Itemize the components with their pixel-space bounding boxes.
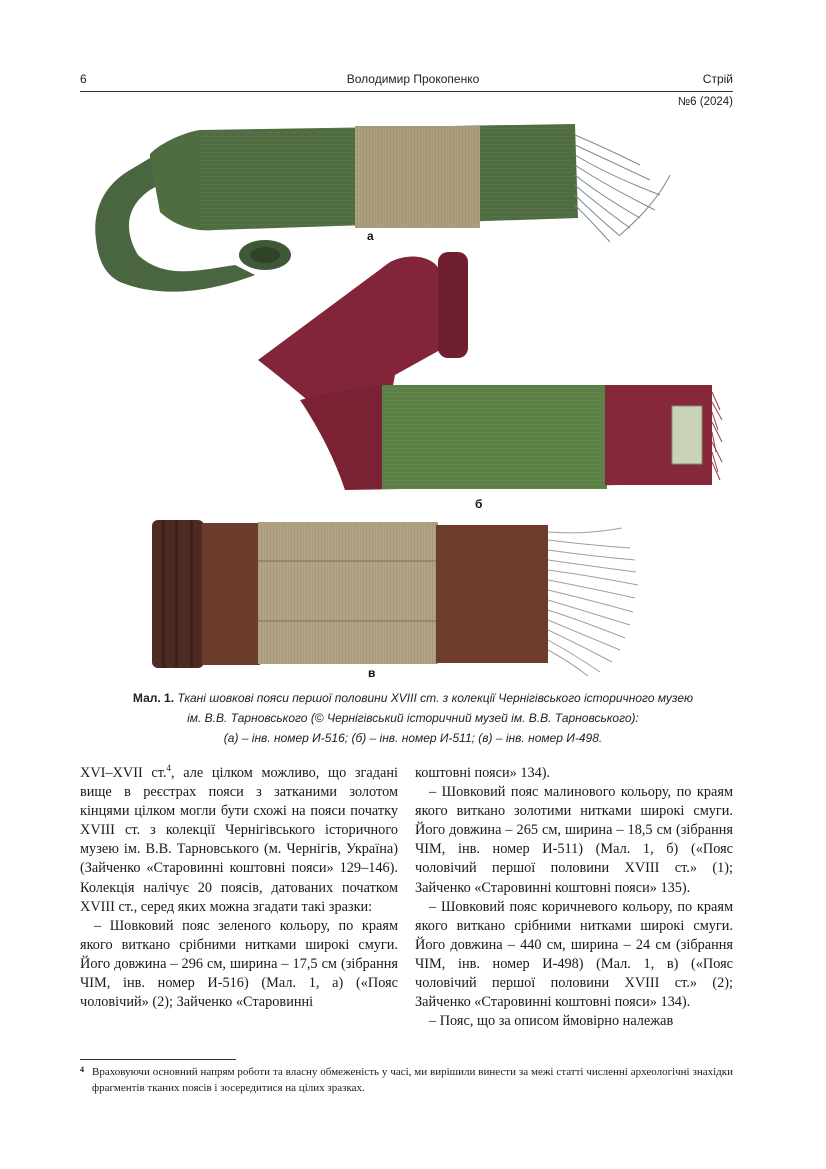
body-text: XVI–XVII ст. [80,765,167,781]
caption-line-1: Ткані шовкові пояси першої половини XVIII ст. з колекції Чернігівського історичного музею [177,691,694,705]
sash-c-brown [152,520,638,676]
body-column-left [80,764,398,1012]
figure-label-b: б [475,497,483,511]
body-paragraph: – Шовковий пояс коричневого кольору, по краям якого виткано срібними нитками широкі смуги. Його довжина – 440 см, ширина – 24 см (зібрання ЧІМ, інв. номер И-498) (Мал. 1, в) («Пояс чоловічий першої половини XVIII ст.» (2); Зайченко «Старовинні коштовні пояси» 134). [415,898,733,1011]
figure-label-a: а [367,229,374,243]
issue-number: №6 (2024) [677,96,733,108]
body-text: , але цілком можливо, що згадані вище в реєстрах пояси з затканими золотом кінцями цілком могли бути схожі на пояси початку XVIII ст. з колекції Чернігівського історичного музею ім. В.В. Тарновського (м. Чернігів, Україна) (Зайченко «Старовинні коштовні пояси» 129–146). Колекція налічує 20 поясів, датованих початком XVIII ст., серед яких можна згадати такі зразки: [80,765,398,915]
footnote [80,1064,733,1096]
running-author: Володимир Прокопенко [346,72,480,86]
body-paragraph: – Шовковий пояс малинового кольору, по краям якого виткано золотими нитками широкі смуги. Його довжина – 265 см, ширина – 18,5 см (зібрання ЧІМ, інв. номер И-511) (Мал. 1, б) («Пояс чоловічий першої половини XVIII ст.» (1); Зайченко «Старовинні коштовні пояси» 135). [415,784,733,896]
journal-title: Стрій [702,72,733,86]
caption-line-3: (а) – інв. номер И-516; (б) – інв. номер И-511; (в) – інв. номер И-498. [223,731,603,745]
body-paragraph [80,764,398,917]
caption-line-2: ім. В.В. Тарновського (© Чернігівський історичний музей ім. В.В. Тарновського): [187,711,639,725]
caption-prefix: Мал. 1. [132,691,175,705]
sash-b-crimson [258,252,722,490]
sash-a-green [95,124,670,292]
footnote-rule [80,1059,236,1060]
body-paragraph: – Пояс, що за описом ймовірно належав [429,1013,674,1030]
figure-label-c: в [368,666,376,680]
body-paragraph: – Шовковий пояс зеленого кольору, по краям якого виткано срібними нитками широкі смуги. Його довжина – 296 см, ширина – 17,5 см (зібрання ЧІМ, інв. номер И-516) (Мал. 1, а) («Пояс чоловічий» (2); Зайченко «Старовинні [80,917,398,1011]
footnote-mark: 4 [80,1065,84,1074]
figure-caption [95,688,731,748]
body-paragraph: коштовні пояси» 134). [415,765,551,781]
footnote-ref[interactable]: 4 [166,763,172,774]
footnote-text: Враховуючи основний напрям роботи та власну обмеженість у часі, ми вирішили винести за межі статті численні археологічні знахідки фрагментів тканих поясів і зосередитися на цілих зразках. [92,1066,733,1094]
page-number: 6 [80,72,87,86]
body-column-right [415,764,733,1031]
